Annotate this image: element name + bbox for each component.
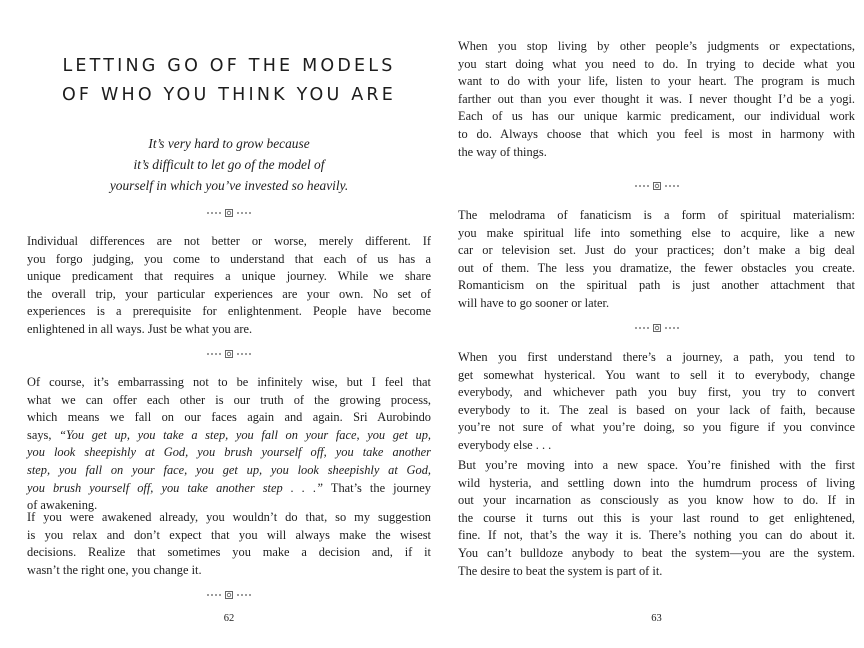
text-line: the course it turns out this is your last round to get enlightened, (458, 510, 855, 525)
text-line: you start doing what you need to do. In trying to decide what you (458, 56, 855, 71)
text-line: everybody, and whichever path you buy first, you try to convert (458, 385, 855, 400)
text-line: want to do with your life, listen to your heart. The program is much (458, 74, 855, 89)
text-line: what we can offer each other is our truth of the growing process, (27, 392, 431, 407)
text-line: everybody else . . . (458, 437, 552, 452)
text-line: which means we fall on our faces again and again. Sri Aurobindo (27, 410, 431, 425)
text-line: fine. If not, that’s the way it is. There’s nothing you can do about it. (458, 528, 855, 543)
text-line: The melodrama of fanaticism is a form of spiritual materialism: (458, 208, 855, 222)
text-line: wasn’t the right one, you change it. (27, 562, 202, 577)
text-run: That’s the journey (323, 480, 431, 495)
section-divider-ornament-icon (206, 209, 252, 217)
right-page (458, 0, 855, 648)
text-line (27, 444, 431, 462)
text-run: says, (27, 427, 60, 442)
section-divider-ornament-icon (206, 350, 252, 358)
epigraph-line: It’s very hard to grow because (148, 136, 310, 151)
left-page (27, 0, 431, 648)
text-line: car or television set. Just do your practices; don’t make a big deal (458, 243, 855, 258)
text-line: you’re not sure of what you’re doing, so you figure if you convince (458, 420, 855, 435)
paragraph (458, 457, 855, 580)
text-line: will have to go sooner or later. (458, 295, 610, 310)
paragraph (27, 374, 431, 515)
text-line: of awakening. (27, 498, 98, 513)
page-number: 62 (223, 613, 235, 624)
chapter-title-line: LETTING GO OF THE MODELS (62, 56, 396, 76)
page-number: 63 (651, 613, 662, 624)
paragraph (458, 349, 855, 455)
epigraph-line: yourself in which you’ve invested so heavily. (109, 178, 349, 193)
paragraph (27, 233, 431, 339)
text-line: the way of things. (458, 144, 547, 159)
text-line (27, 462, 431, 480)
text-line: If you were awakened already, you wouldn’t do that, so my suggestion (27, 510, 431, 524)
text-line: Of course, it’s embarrassing not to be infinitely wise, but I feel that (27, 375, 431, 389)
text-line: Each of us has our unique karmic predicament, our individual work (458, 109, 855, 124)
text-line: you make spiritual life into something else to acquire, like a new (458, 225, 855, 240)
text-line: You can’t bulldoze anybody to beat the system—you are the system. (458, 545, 855, 560)
text-line: out your incarnation as consciously as you know how to do. If in (458, 493, 855, 508)
section-divider-ornament-icon (634, 182, 680, 190)
quote-text: you look sheepishly at God, you brush yourself off, you take another (27, 445, 431, 460)
quote-text: step, you fall on your face, you get up, you look sheepishly at God, (27, 462, 431, 477)
epigraph (27, 133, 431, 196)
text-line: experiences is a prerequisite for enlightenment. People have become (27, 304, 431, 319)
text-line: to do. Always choose that which you feel is most in harmony with (458, 126, 855, 141)
section-divider-ornament-icon (634, 324, 680, 332)
paragraph (458, 38, 855, 161)
text-line: Romanticism on the spiritual path is just another attachment that (458, 278, 855, 293)
text-line: decisions. Realize that sometimes you make a decision and, if it (27, 545, 431, 560)
chapter-title (27, 52, 431, 110)
text-line: everybody to it. The zeal is based on your lack of faith, because (458, 402, 855, 417)
paragraph (27, 509, 431, 579)
text-line: is you relax and don’t expect that you will always make the wisest (27, 527, 431, 542)
text-line (27, 427, 431, 445)
text-line: you forgo judging, you come to understand that each of us has a (27, 251, 431, 266)
text-line: wild hysteria, and settling down into the humdrum process of living (458, 475, 855, 490)
text-line: Individual differences are not better or worse, merely different. If (27, 234, 431, 248)
text-line: the overall trip, your particular experiences are your own. No set of (27, 286, 431, 301)
quote-text: “You get up, you take a step, you fall on your face, you get up, (59, 427, 431, 442)
paragraph (458, 207, 855, 313)
text-line: But you’re moving into a new space. You’re finished with the first (458, 458, 855, 472)
text-line (27, 480, 431, 498)
text-line: enlightened in all ways. Just be what you are. (27, 321, 253, 336)
text-line: get somewhat hysterical. You want to sell it to everybody, change (458, 367, 855, 382)
text-line: The desire to beat the system is part of it. (458, 563, 663, 578)
text-line: When you first understand there’s a journey, a path, you tend to (458, 350, 855, 364)
quote-text: you brush yourself off, you take another step . . .” (27, 480, 324, 495)
text-line: farther out than you ever thought it was. I never thought I’d be a yogi. (458, 91, 855, 106)
chapter-title-line: OF WHO YOU THINK YOU ARE (61, 85, 397, 105)
text-line: When you stop living by other people’s judgments or expectations, (458, 39, 855, 53)
section-divider-ornament-icon (206, 591, 252, 599)
text-line: unique predicament that requires a unique journey. While we share (27, 269, 431, 284)
epigraph-line: it’s difficult to let go of the model of (133, 157, 325, 172)
text-line: out of them. The less you dramatize, the fewer obstacles you create. (458, 260, 855, 275)
